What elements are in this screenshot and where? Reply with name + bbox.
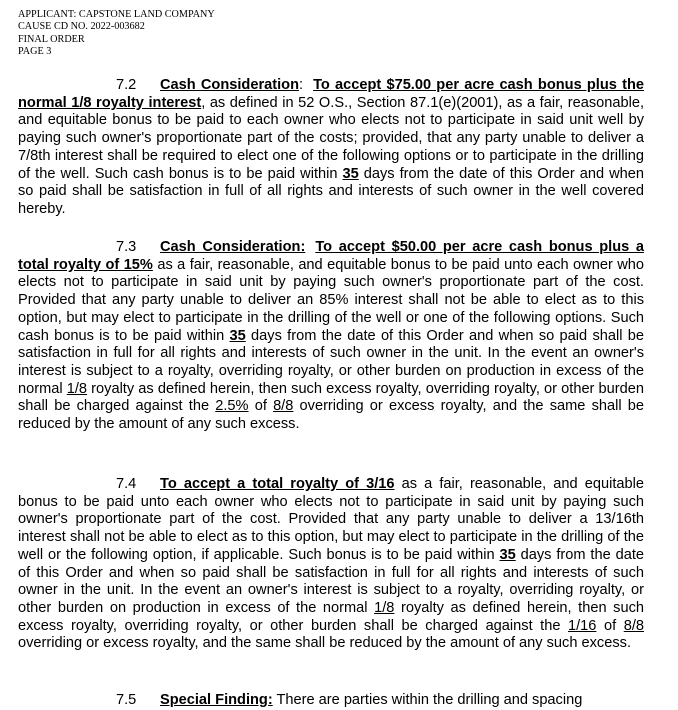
percent-value: 2.5% xyxy=(215,398,249,415)
document-header xyxy=(18,9,215,58)
emphasized-term: To accept a total royalty of 3/16 xyxy=(160,476,395,492)
page-number-line: PAGE 3 xyxy=(18,45,52,57)
body-text: , as defined in 52 O.S., Section 87.1(e)(2001), as a fair, reasonable, and equitable bonus to be paid to each owner who elects not to participate in said unit well by paying such owner's proportionate part of the costs; provided, that any party unable to deliver a 7/8th interest shall be required to elect one of the following options or to participate in the drilling of the well. Such cash bonus is to be paid within xyxy=(18,94,645,182)
fraction-value: 8/8 xyxy=(623,617,644,634)
body-text: days from the date of this Order and when so paid shall be satisfaction in full of all rights and interests of such owner in the well covered hereby. xyxy=(18,165,645,217)
days-value: 35 xyxy=(499,546,516,563)
body-text: days from the date of this Order and when so paid shall be satisfaction in full for all rights and interests of such owner in the unit. In the event an owner's interest is subject to a royalty, overriding royalty, or other burden on production in excess of the normal xyxy=(18,546,644,616)
section-heading: Special Finding: xyxy=(160,692,273,708)
section-number: 7.2 xyxy=(116,77,137,93)
section-number: 7.4 xyxy=(116,476,137,492)
fraction-value: 8/8 xyxy=(273,398,294,415)
section-number: 7.3 xyxy=(116,239,137,255)
body-text: as a fair, reasonable, and equitable bonus to be paid unto each owner who elects not to participate in said unit by paying such owner's proportionate part of the cost. Provided that any party unable to deliver a 13/16th interest shall not be able to elect as to this option, but may elect to participate in the drilling of the well or the following option, if applicable. Such bonus is to be paid within xyxy=(18,476,644,563)
body-text: royalty as defined herein, then such excess royalty, overriding royalty, or other burden shall be charged against the xyxy=(18,380,644,415)
days-value: 35 xyxy=(342,165,359,182)
section-7-5 xyxy=(18,692,644,710)
fraction-value: 1/8 xyxy=(66,380,88,397)
section-heading: Cash Consideration xyxy=(160,77,299,93)
section-7-3 xyxy=(18,239,644,434)
body-text: overriding or excess royalty, and the same shall be reduced by the amount of any such excess. xyxy=(18,398,645,433)
order-type-line: FINAL ORDER xyxy=(18,33,85,45)
emphasized-term: To accept $75.00 per acre cash bonus plus the normal 1/8 royalty interest xyxy=(18,77,644,111)
emphasized-term: To accept $50.00 per acre cash bonus plus a total royalty of 15% xyxy=(18,239,644,273)
fraction-value: 1/8 xyxy=(374,599,395,616)
days-value: 35 xyxy=(229,327,246,344)
body-text: of xyxy=(248,398,274,415)
body-text: days from the date of this Order and when so paid shall be satisfaction in full for all rights and interests of such owner in the unit. In the event an owner's interest is subject to a royalty, overriding royalty, or other burden on production in excess of the normal xyxy=(18,327,644,397)
section-heading: Cash Consideration: xyxy=(160,239,306,255)
section-7-4 xyxy=(18,476,644,653)
section-7-2 xyxy=(18,77,644,219)
body-text: royalty as defined herein, then such excess royalty, overriding royalty, or other burden shall be charged against the xyxy=(18,599,644,634)
section-number: 7.5 xyxy=(116,692,137,708)
body-text: of xyxy=(596,617,624,634)
fraction-value: 1/16 xyxy=(568,617,597,634)
body-text: overriding or excess royalty, and the same shall be reduced by the amount of any such excess. xyxy=(18,635,631,652)
body-text: as a fair, reasonable, and equitable bonus to be paid unto each owner who elects not to participate in said unit by paying such owner's proportionate part of the cost. Provided that any party unable to deliver an 85% interest shall not be able to elect as to this option, but may elect to participate in the drilling of the well or one of the following options. Such cash bonus is to be paid within xyxy=(18,256,644,344)
cause-number-line: CAUSE CD NO. 2022-003682 xyxy=(18,21,145,33)
heading-colon: : xyxy=(299,77,304,93)
body-text: There are parties within the drilling and spacing xyxy=(272,692,583,708)
applicant-line: APPLICANT: CAPSTONE LAND COMPANY xyxy=(18,9,215,20)
